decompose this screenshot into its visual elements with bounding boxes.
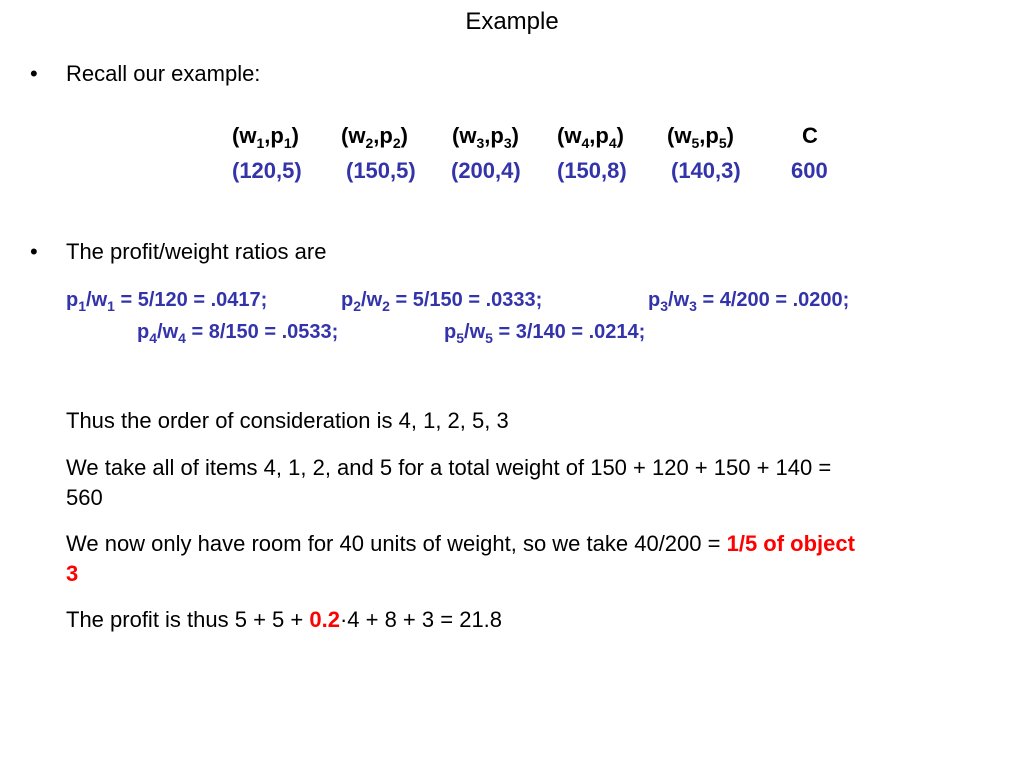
bullet-marker: •: [30, 61, 38, 86]
take-items-line-1: We take all of items 4, 1, 2, and 5 for a total weight of 150 + 120 + 150 + 140 =: [66, 455, 832, 480]
item-value-5: (140,3): [671, 158, 741, 183]
item-value-2: (150,5): [346, 158, 416, 183]
room-line-2: 3: [66, 561, 79, 586]
item-header-1: $(w_1,p_1)$: [232, 123, 299, 151]
item-value-1: (120,5): [232, 158, 302, 183]
ratio-2: $p_2/w_2 = 5/150 = .0333$;: [341, 289, 543, 314]
slide-title: Example: [465, 8, 559, 35]
item-header-4: $(w_4,p_4)$: [557, 123, 624, 151]
profit-line: The profit is thus 5 + 5 + 0.2·4 + 8 + 3 = 21.8: [66, 607, 503, 632]
item-header-3: $(w_3,p_3)$: [452, 123, 519, 151]
bullet-ratios-text: The profit/weight ratios are: [66, 239, 327, 264]
bullet-marker: •: [30, 239, 38, 264]
room-line-1: We now only have room for 40 units of weight, so we take 40/200 = 1/5 of object: [66, 531, 855, 556]
ratio-5: $p_5/w_5 = 3/140 = .0214$;: [444, 321, 646, 346]
item-values-row: [0, 155, 1024, 187]
ratio-3: $p_3/w_3 = 4/200 = .0200$;: [648, 289, 850, 314]
take-items-line-2: 560: [66, 485, 103, 510]
bullet-recall-text: Recall our example:: [66, 61, 261, 86]
order-text: Thus the order of consideration is 4, 1, 2, 5, 3: [66, 408, 509, 433]
item-value-3: (200,4): [451, 158, 521, 183]
ratio-4: $p_4/w_4 = 8/150 = .0533$;: [137, 321, 339, 346]
item-value-4: (150,8): [557, 158, 627, 183]
item-header-2: $(w_2,p_2)$: [341, 123, 408, 151]
capacity-header: C: [802, 123, 818, 148]
ratio-1: $p_1/w_1 = 5/120 = .0417$;: [66, 289, 268, 314]
capacity-value: 600: [791, 158, 828, 183]
item-header-5: $(w_5,p_5)$: [667, 123, 734, 151]
item-header-row: [0, 120, 1024, 152]
